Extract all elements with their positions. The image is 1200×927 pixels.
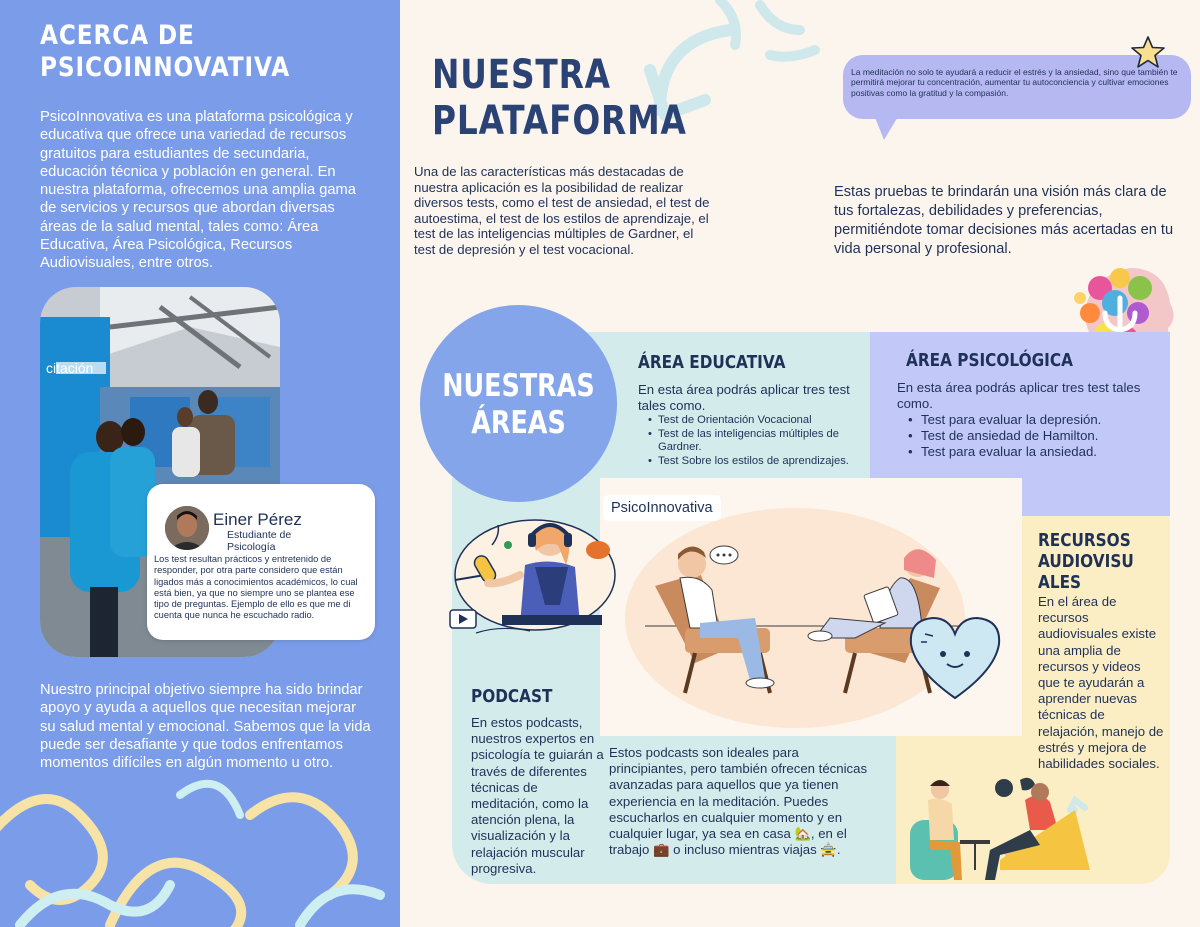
edu-area-title: ÁREA EDUCATIVA: [638, 352, 786, 373]
list-item: • Test para evaluar la depresión.: [921, 412, 1161, 428]
edu-test-list: [658, 414, 873, 468]
about-panel: [0, 0, 400, 927]
heart-icon: [905, 610, 1005, 702]
brand-tag: PsicoInnovativa: [603, 495, 721, 521]
podcast-text-2: Estos podcasts son ideales para principiantes, pero también ofrecen técnicas avanzadas para aquellos que ya tienen experiencia en la meditación. Puedes escucharlos en cualquier momento y en cualquier lugar, ya sea en casa 🏡, en el trabajo 💼 o incluso mientras viajas 🚖.: [609, 745, 868, 858]
about-intro: PsicoInnovativa es una plataforma psicológica y educativa que ofrece una variedad de recursos gratuitos para estudiantes de secundaria, educación técnica y población en general. En nuestra plataforma, ofrecemos una amplia gama de servicios y recursos que abordan diversas áreas de la salud mental, tales como: Área Educativa, Área Psicológica, Recursos Audiovisuales, entre otros.: [40, 109, 356, 272]
goal-text: Nuestro principal objetivo siempre ha sido brindar apoyo y ayuda a aquellos que necesitan mejorar su salud mental y emocional. Sabemos que la vida puede ser desafiante y que todos enfrentamos momentos difíciles en algún momento u otro.: [40, 682, 371, 772]
testimonial-role: Estudiante de Psicología: [227, 529, 292, 553]
testimonial-text: Los test resultan prácticos y entretenido de responder, por otra parte considero que están ligados más a conocimientos académicos, lo cual está bien, ya que no siempre uno se plantea ese tipo de preguntas. Ejemplo de ello es que me di cuenta que nunca he escuchado radio.: [154, 554, 358, 621]
podcast-text: En estos podcasts, nuestros expertos en psicología te guiarán a través de diferentes técnicas de meditación, como la atención plena, la visualización y la relajación muscular progresiva.: [471, 715, 604, 876]
testimonial-name: Einer Pérez: [213, 510, 302, 529]
areas-title: NUESTRAS ÁREAS: [442, 368, 595, 441]
list-item: • Test de Orientación Vocacional: [658, 414, 873, 428]
platform-text: Una de las características más destacadas de nuestra aplicación es la posibilidad de realizar diversos tests, como el test de ansiedad, el test de autoestima, el test de los estilos de aprendizaje, el test de las inteligencias múltiples de Gardner, el test de depresión y el test vocacional.: [414, 164, 710, 257]
list-item: • Test para evaluar la ansiedad.: [921, 444, 1161, 460]
avatar: [165, 506, 209, 550]
list-item: • Test Sobre los estilos de aprendizajes.: [658, 455, 873, 469]
psi-test-list: [921, 412, 1161, 460]
list-item: • Test de ansiedad de Hamilton.: [921, 428, 1161, 444]
edu-area-intro: En esta área podrás aplicar tres test tales como.: [638, 382, 850, 413]
swirl-decoration: [0, 775, 400, 927]
counseling-illustration: [900, 770, 1170, 884]
psi-area-title: ÁREA PSICOLÓGICA: [906, 350, 1073, 371]
about-title: ACERCA DE PSICOINNOVATIVA: [40, 20, 291, 83]
podcast-illustration: [440, 505, 620, 655]
photo-banner-text: citación: [46, 360, 94, 376]
psi-area-intro: En esta área podrás aplicar tres test tales como.: [897, 380, 1141, 411]
list-item: • Test de las inteligencias múltiples de Gardner.: [658, 428, 873, 455]
testimonial-card: [147, 484, 375, 640]
tests-text: Estas pruebas te brindarán una visión más clara de tus fortalezas, debilidades y preferencias, permitiéndote tomar decisiones más acertadas en tu vida personal y profesional.: [834, 184, 1174, 257]
audiovisual-text: En el área de recursos audiovisuales existe una amplia de recursos y videos que te ayudarán a aprender nuevas técnicas de relajación, manejo de estrés y mejora de habilidades sociales.: [1038, 594, 1164, 772]
meditation-bubble-text: La meditación no solo te ayudará a reducir el estrés y la ansiedad, sino que también te permitirá mejorar tu concentración, aumentar tu autoconciencia y cultivar emociones positivas como la gratitud y la compasión.: [851, 67, 1178, 98]
bubble-tail: [872, 110, 902, 140]
star-icon: [1130, 35, 1166, 69]
audiovisual-title: RECURSOS AUDIOVISUALES: [1038, 530, 1134, 593]
podcast-title: PODCAST: [471, 686, 553, 707]
platform-title: NUESTRA PLATAFORMA: [432, 52, 687, 144]
